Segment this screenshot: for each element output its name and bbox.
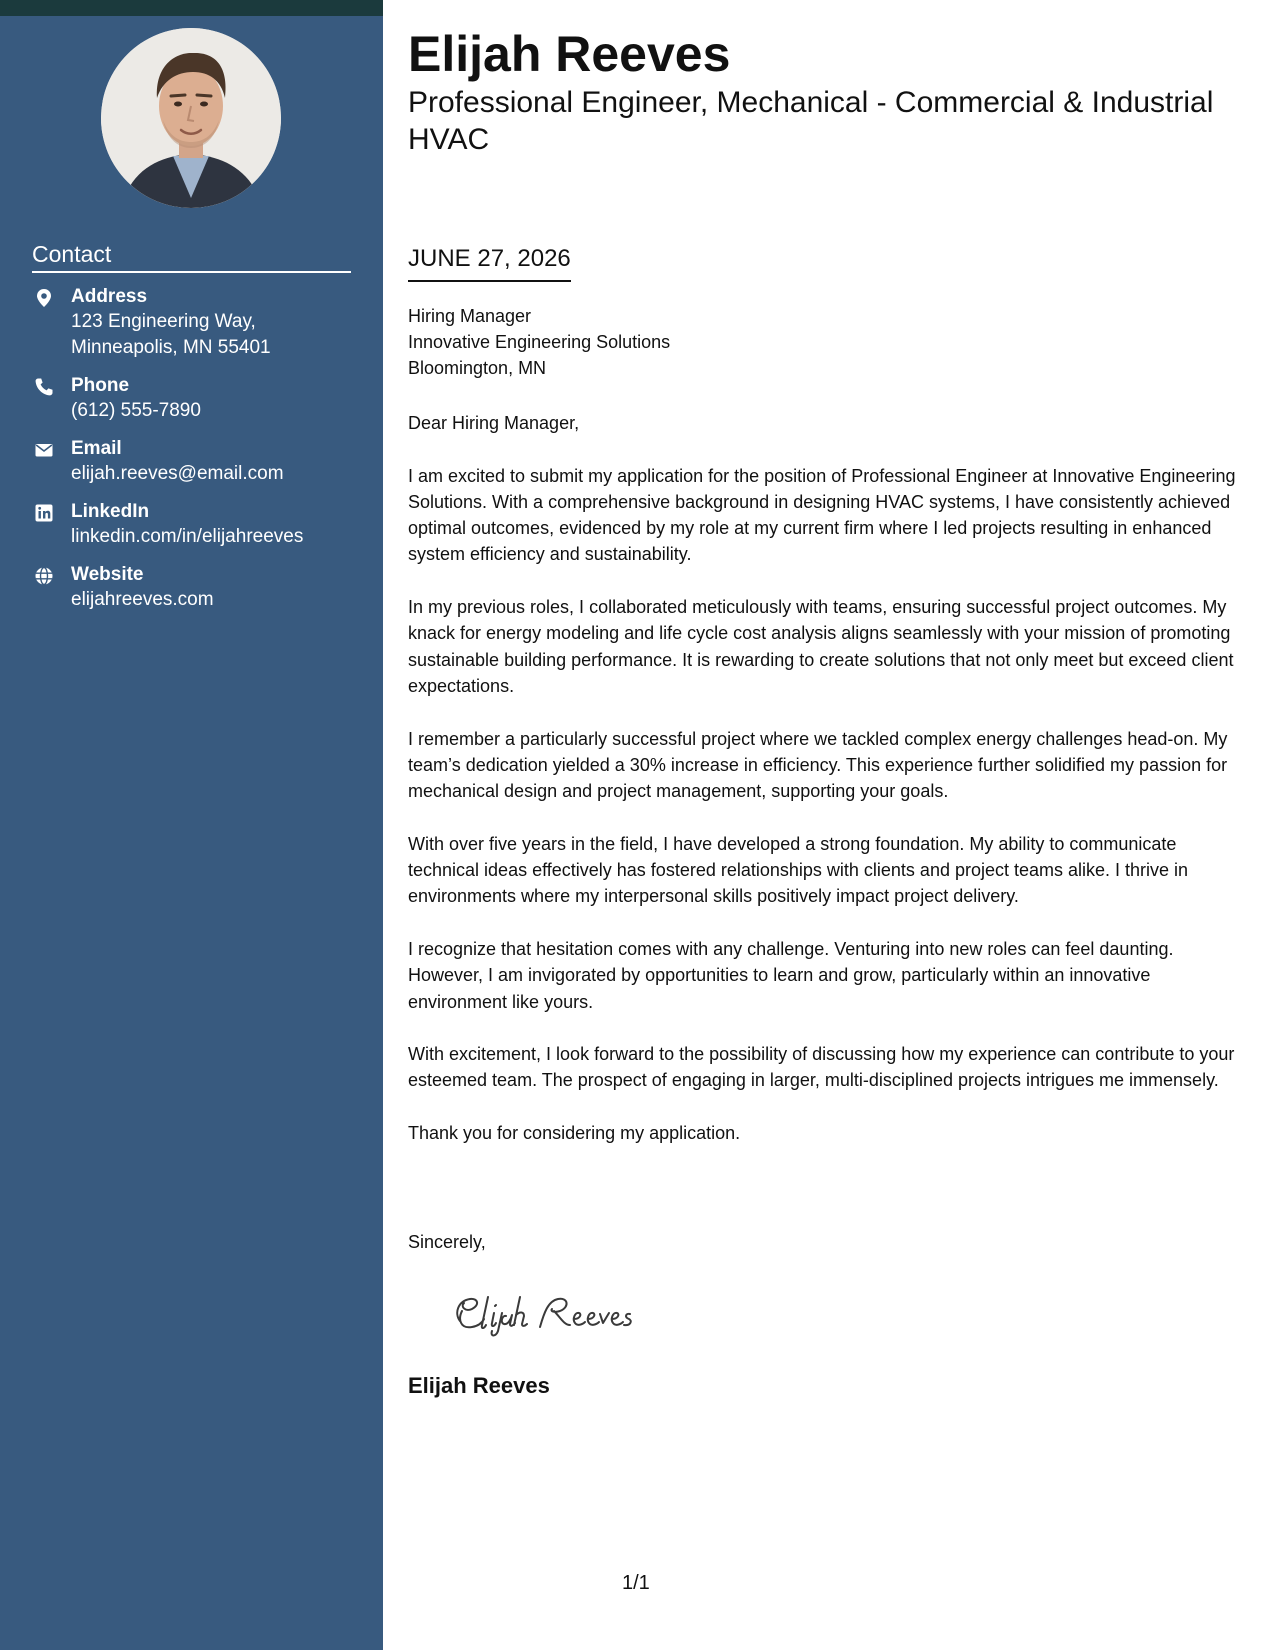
greeting: Dear Hiring Manager, <box>408 413 580 433</box>
contact-label: Phone <box>71 375 130 396</box>
applicant-role: Professional Engineer, Mechanical - Commercial & Industrial HVAC <box>408 86 1214 156</box>
linkedin-icon <box>34 503 54 523</box>
applicant-name: Elijah Reeves <box>408 26 731 82</box>
globe-icon <box>34 566 54 586</box>
contact-label: Address <box>71 286 148 307</box>
contact-value[interactable]: linkedin.com/in/elijahreeves <box>71 526 304 547</box>
closing: Sincerely, <box>408 1232 486 1252</box>
recipient-block <box>408 303 670 381</box>
contact-value[interactable]: elijahreeves.com <box>71 589 214 610</box>
contact-linkedin-text <box>71 500 371 550</box>
recipient-company: Innovative Engineering Solutions <box>408 332 671 352</box>
contact-address-text <box>71 285 371 361</box>
letter-date: JUNE 27, 2026 <box>408 244 571 282</box>
recipient-title: Hiring Manager <box>408 306 532 326</box>
contact-heading: Contact <box>32 240 351 273</box>
contact-value[interactable]: elijah.reeves@email.com <box>71 463 284 484</box>
envelope-icon <box>34 440 54 460</box>
letter-body <box>408 410 1244 1173</box>
recipient-location: Bloomington, MN <box>408 358 547 378</box>
signature-name: Elijah Reeves <box>408 1373 550 1398</box>
contact-email-text <box>71 437 371 487</box>
body-paragraph: With over five years in the field, I have developed a strong foundation. My ability to communicate technical ideas effectively has fostered relationships with clients and project teams alike. I thrive in environments where my interpersonal skills positively impact project delivery. <box>408 833 1189 907</box>
contact-phone-text <box>71 374 371 424</box>
body-paragraph: In my previous roles, I collaborated meticulously with teams, ensuring successful project outcomes. My knack for energy modeling and life cycle cost analysis aligns seamlessly with your mission of promoting sustainable building performance. It is rewarding to create solutions that not only meet but exceed client expectations. <box>408 597 1234 696</box>
contact-website-text <box>71 563 371 613</box>
body-paragraph: Thank you for considering my application. <box>408 1123 741 1144</box>
body-paragraph: I remember a particularly successful project where we tackled complex energy challenges head-on. My team’s dedication yielded a 30% increase in efficiency. This experience further solidified my passion for mechanical design and project management, supporting your goals. <box>408 728 1228 802</box>
phone-icon <box>34 377 54 397</box>
contact-label: Website <box>71 564 144 585</box>
profile-photo-illustration <box>101 28 281 208</box>
body-paragraph: With excitement, I look forward to the possibility of discussing how my experience can contribute to your esteemed team. The prospect of engaging in larger, multi-disciplined projects intrigues me immensely. <box>408 1044 1235 1091</box>
body-paragraph: I recognize that hesitation comes with any challenge. Venturing into new roles can feel daunting. However, I am invigorated by opportunities to learn and grow, particularly within an innovative environment like yours. <box>408 938 1174 1012</box>
contact-label: Email <box>71 438 122 459</box>
top-accent-strip <box>0 0 383 16</box>
body-paragraph: I am excited to submit my application for the position of Professional Engineer at Innovative Engineering Solutions. With a comprehensive background in designing HVAC systems, I have consistently achieved optimal outcomes, evidenced by my role at my current firm where I led projects resulting in enhanced system efficiency and sustainability. <box>408 465 1236 565</box>
handwritten-signature <box>440 1283 650 1343</box>
contact-value: 123 Engineering Way, Minneapolis, MN 55401 <box>71 311 271 358</box>
map-pin-icon <box>34 288 54 308</box>
profile-photo <box>101 28 281 208</box>
contact-value[interactable]: (612) 555-7890 <box>71 400 201 421</box>
contact-label: LinkedIn <box>71 501 150 522</box>
sidebar <box>0 0 383 1650</box>
page-indicator: 1/1 <box>622 1572 650 1594</box>
